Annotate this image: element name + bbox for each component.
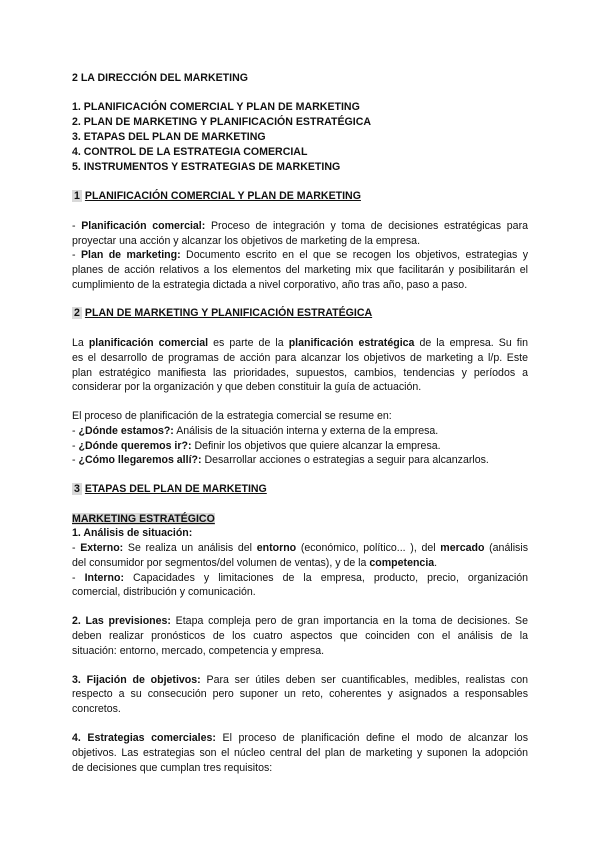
paragraph-line: - Interno: Capacidades y limitaciones de la empresa, producto, precio, organización xyxy=(72,572,528,584)
document-title: 2 LA DIRECCIÓN DEL MARKETING xyxy=(72,72,248,84)
toc-item: 2. PLAN DE MARKETING Y PLANIFICACIÓN ESTRATÉGICA xyxy=(72,116,371,128)
section-1-heading xyxy=(72,189,361,203)
list-item: - ¿Dónde queremos ir?: Definir los objetivos que quiere alcanzar la empresa. xyxy=(72,440,441,452)
paragraph-line: - Externo: Se realiza un análisis del entorno (económico, político... ), del mercado (análisis xyxy=(72,542,528,554)
paragraph-line: 3. Fijación de objetivos: Para ser útiles deben ser cuantificables, medibles, realistas con xyxy=(72,674,528,686)
paragraph-line: deben realizar pronósticos de los cuatro aspectos que coinciden con el análisis de la xyxy=(72,630,528,642)
section-3-heading xyxy=(72,482,267,496)
paragraph-line: considerar por la organización y que deben constituir la guía de actuación. xyxy=(72,381,422,393)
paragraph-line: - Plan de marketing: Documento escrito en el que se recogen los objetivos, estrategias y xyxy=(72,249,529,261)
paragraph-line: El proceso de planificación de la estrategia comercial se resume en: xyxy=(72,410,392,422)
toc-item: 1. PLANIFICACIÓN COMERCIAL Y PLAN DE MARKETING xyxy=(72,101,360,113)
paragraph-line: concretos. xyxy=(72,703,121,715)
term: Plan de marketing: xyxy=(80,249,181,261)
subsection-title: 1. Análisis de situación: xyxy=(72,527,193,539)
paragraph-line: situación: entorno, mercado, competencia y empresa. xyxy=(72,645,325,657)
paragraph-line: 4. Estrategias comerciales: El proceso de planificación define el modo de alcanzar los xyxy=(72,732,528,744)
section-title: ETAPAS DEL PLAN DE MARKETING xyxy=(84,483,267,495)
paragraph-line: cumplimiento de la estrategia dictada a nivel corporativo, año tras año, paso a paso. xyxy=(72,279,468,291)
section-number: 3 xyxy=(74,483,80,495)
paragraph-line: es el desarrollo de programas de acción para alcanzar los objetivos de marketing a l/p. Este xyxy=(72,352,528,364)
list-item: - ¿Dónde estamos?: Análisis de la situación interna y externa de la empresa. xyxy=(72,425,439,437)
paragraph-line: comercial, distribución y comunicación. xyxy=(72,586,256,598)
toc-item: 5. INSTRUMENTOS Y ESTRATEGIAS DE MARKETING xyxy=(72,161,341,173)
paragraph-line: - Planificación comercial: Proceso de integración y toma de decisiones estratégicas para xyxy=(72,220,528,232)
section-title: PLAN DE MARKETING Y PLANIFICACIÓN ESTRATÉGICA xyxy=(84,307,373,319)
paragraph-line: respecto a su consecución pero suponer un reto, coherentes y asignados a responsables xyxy=(72,688,528,700)
paragraph-line: plan estratégico manifiesta las prioridades, supuestos, cambios, tendencias y períodos a xyxy=(72,367,528,379)
paragraph-line: del consumidor por segmentos/del volumen de ventas), y de la competencia. xyxy=(72,557,438,569)
section-number: 2 xyxy=(74,307,80,319)
toc-item: 3. ETAPAS DEL PLAN DE MARKETING xyxy=(72,131,266,143)
section-number: 1 xyxy=(74,190,80,202)
paragraph-line: 2. Las previsiones: Etapa compleja pero de gran importancia en la toma de decisiones. Se xyxy=(72,615,528,627)
term: Planificación comercial: xyxy=(81,220,206,232)
toc-item: 4. CONTROL DE LA ESTRATEGIA COMERCIAL xyxy=(72,146,308,158)
paragraph-line: La planificación comercial es parte de la planificación estratégica de la empresa. Su fin xyxy=(72,337,528,349)
paragraph-line: de decisiones que cumplan tres requisitos: xyxy=(72,762,273,774)
paragraph-line: proyectar una acción y alcanzar los objetivos de marketing de la empresa. xyxy=(72,235,421,247)
section-title: PLANIFICACIÓN COMERCIAL Y PLAN DE MARKETING xyxy=(84,190,361,202)
paragraph-line: objetivos. Las estrategias son el núcleo central del plan de marketing y suponen la adopción xyxy=(72,747,528,759)
list-item: - ¿Cómo llegaremos allí?: Desarrollar acciones o estrategias a seguir para alcanzarlos. xyxy=(72,454,489,466)
subsection-heading: MARKETING ESTRATÉGICO xyxy=(72,513,215,525)
section-2-heading xyxy=(72,306,372,320)
paragraph-line: planes de acción relativos a los elementos del marketing mix que facilitarán y posibilitarán el xyxy=(72,264,528,276)
